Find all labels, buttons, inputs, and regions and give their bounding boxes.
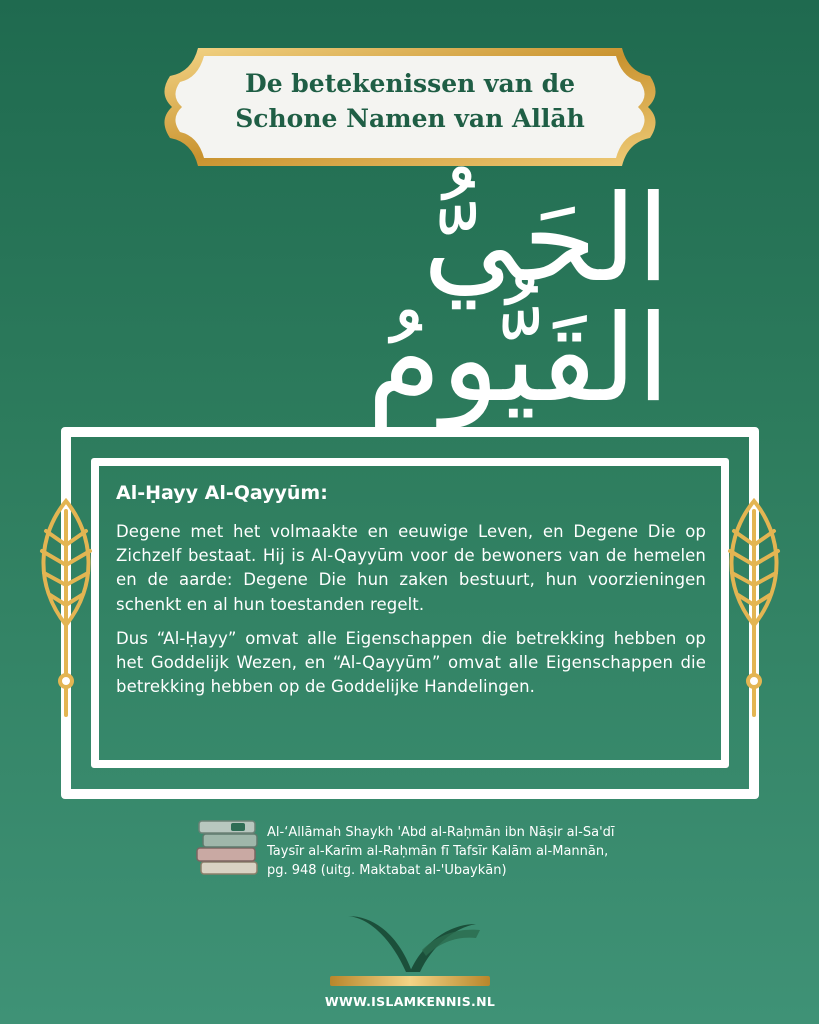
definition-paragraph-1: Degene met het volmaakte en eeuwige Leven, en Degene Die op Zichzelf bestaat. Hij is Al-Qayyūm voor de bewoners van de hemelen en de aarde: Degene Die hun zaken bestuurt, hun voorzieningen schenkt en al hun toestanden regelt. (116, 522, 706, 614)
leaf-icon (32, 495, 100, 725)
title-line-1: De betekenissen van de (245, 69, 575, 98)
definition-content (116, 480, 706, 709)
leaf-icon (720, 495, 788, 725)
website-url[interactable]: WWW.ISLAMKENNIS.NL (324, 994, 496, 1009)
books-icon (195, 818, 261, 880)
title-line-2: Schone Namen van Allāh (235, 104, 585, 133)
source-line-1: Al-‘Allāmah Shaykh 'Abd al-Raḥmān ibn Nāṣir al-Sa'dī (267, 825, 615, 840)
source-line-2: Taysīr al-Karīm al-Raḥmān fī Tafsīr Kalām al-Mannān, (267, 844, 609, 859)
book-logo-icon (330, 910, 490, 992)
definition-heading: Al-Ḥayy Al-Qayyūm: (116, 482, 328, 504)
source-line-3: pg. 948 (uitg. Maktabat al-'Ubaykān) (267, 863, 507, 878)
arabic-calligraphy: الحَيُّ القَيُّومُ (366, 170, 670, 429)
definition-paragraph-2: Dus “Al-Ḥayy” omvat alle Eigenschappen die betrekking hebben op het Goddelijk Wezen, en “Al-Qayyūm” omvat alle Eigenschappen die betrekking hebben op de Goddelijke Handelingen. (116, 628, 706, 697)
title-banner (158, 44, 662, 170)
source-citation (267, 823, 687, 880)
